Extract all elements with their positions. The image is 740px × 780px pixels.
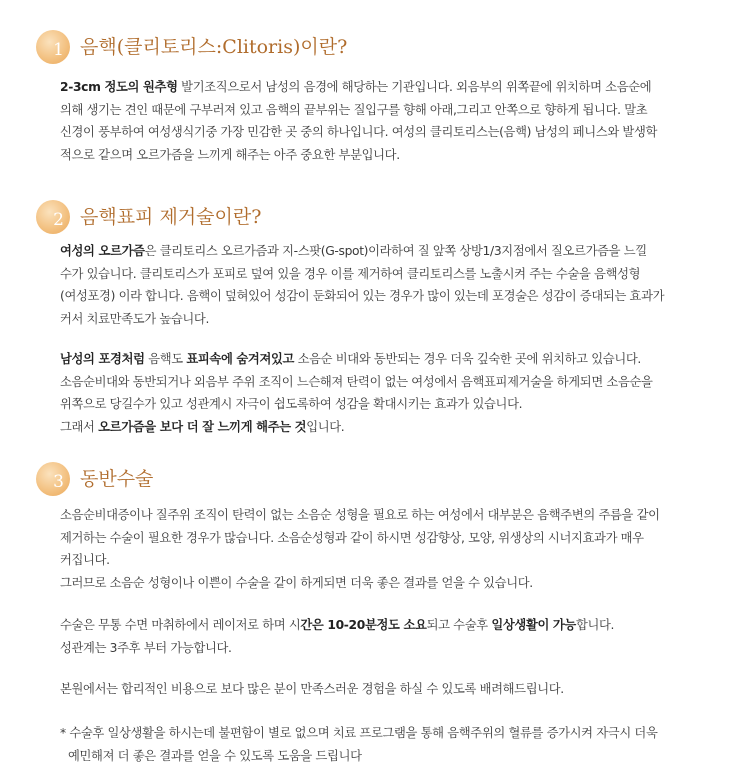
paragraph-line	[60, 240, 710, 263]
section-3-heading	[0, 458, 740, 498]
paragraph-line: 커집니다.	[60, 553, 110, 567]
emphasis-text: 간은 10-20분정도 소요	[300, 618, 427, 632]
section-title: 동반수술	[80, 468, 154, 490]
section-number-badge: 3	[36, 462, 70, 496]
paragraph-line: 수가 있습니다. 클리토리스가 포피로 덮여 있을 경우 이를 제거하여 클리토리스를 노출시켜 주는 수술을 음핵성형	[60, 266, 641, 281]
emphasis-text: 오르가즘을 보다 더 잘 느끼게 해주는 것	[98, 419, 307, 434]
section-2-heading	[0, 196, 740, 236]
paragraph-line	[60, 416, 710, 439]
note-line: 예민해져 더 좋은 결과를 얻을 수 있도록 도움을 드립니다	[68, 748, 362, 763]
paragraph-line: 커서 치료만족도가 높습니다.	[60, 311, 210, 326]
paragraph-line: 소음순비대와 동반되거나 외음부 주위 조직이 느슨해져 탄력이 없는 여성에서 음핵표피제거술을 하게되면 소음순을	[60, 374, 653, 389]
paragraph-line: 신경이 풍부하여 여성생식기중 가장 민감한 곳 중의 하나입니다. 여성의 클리토리스는(음핵) 남성의 페니스와 발생학	[60, 125, 658, 139]
emphasis-text: 표피속에 숨겨져있고	[186, 352, 295, 366]
section-1-heading	[0, 26, 740, 66]
paragraph-line	[60, 614, 710, 637]
paragraph-text: 은 클리토리스 오르가즘과 지-스팟(G-spot)이라하여 질 앞쪽 상방1/3지점에서 질오르가즘을 느낄	[144, 244, 647, 258]
section-3-paragraph-1	[60, 504, 710, 594]
section-2	[0, 196, 740, 236]
section-3	[0, 458, 740, 498]
paragraph-line: 성관계는 3주후 부터 가능합니다.	[60, 640, 232, 655]
paragraph-line: 위쪽으로 당길수가 있고 성관계시 자극이 쉽도록하여 성감을 확대시키는 효과가 있습니다.	[60, 397, 523, 411]
note-line: * 수술후 일상생활을 하시는데 불편함이 별로 없으며 치료 프로그램을 통해 음핵주위의 혈류를 증가시켜 자극시 더욱	[60, 726, 658, 740]
paragraph-line: 본원에서는 합리적인 비용으로 보다 많은 분이 만족스러운 경험을 하실 수 있도록 배려해드립니다.	[60, 682, 564, 696]
paragraph-text: 음핵도	[144, 352, 187, 366]
paragraph-line: 제거하는 수술이 필요한 경우가 많습니다. 소음순성형과 같이 하시면 성감향상, 모양, 위생상의 시너지효과가 매우	[60, 530, 644, 545]
section-1-paragraph	[60, 76, 710, 166]
paragraph-line: 적으로 같으며 오르가즘을 느끼게 해주는 아주 중요한 부분입니다.	[60, 147, 400, 162]
section-number-badge: 1	[36, 30, 70, 64]
emphasis-text: 여성의 오르가즘	[60, 244, 145, 258]
paragraph-text: 수술은 무통 수면 마취하에서 레이저로 하며 시	[60, 618, 301, 632]
section-title: 음핵(클리토리스:Clitoris)이란?	[80, 36, 348, 58]
paragraph-text: 합니다.	[575, 618, 615, 632]
emphasis-text: 남성의 포경처럼	[60, 352, 145, 366]
section-number-badge: 2	[36, 200, 70, 234]
section-title: 음핵표피 제거술이란?	[80, 206, 262, 228]
section-3-paragraph-2	[60, 614, 710, 659]
paragraph-text: 되고 수술후	[426, 618, 492, 632]
paragraph-text: 발기조직으로서 남성의 음경에 해당하는 기관입니다. 외음부의 위쪽끝에 위치하며 소음순에	[177, 80, 652, 94]
paragraph-line: 의해 생기는 견인 때문에 구부러져 있고 음핵의 끝부위는 질입구를 향해 아래,그리고 안쪽으로 향하게 됩니다. 말초	[60, 102, 648, 117]
emphasis-text: 일상생활이 가능	[491, 618, 576, 632]
section-2-paragraph-2	[60, 348, 710, 438]
paragraph-line: (여성포경) 이라 합니다. 음핵이 덮혀있어 성감이 둔화되어 있는 경우가 많이 있는데 포경술은 성감이 증대되는 효과가	[60, 289, 665, 303]
paragraph-text: 소음순 비대와 동반되는 경우 더욱 깊숙한 곳에 위치하고 있습니다.	[294, 352, 641, 366]
paragraph-line: 소음순비대증이나 질주위 조직이 탄력이 없는 소음순 성형을 필요로 하는 여성에서 대부분은 음핵주변의 주름을 같이	[60, 508, 660, 522]
paragraph-text: 그래서	[60, 419, 99, 434]
paragraph-text: 입니다.	[306, 419, 345, 434]
paragraph-line	[60, 348, 710, 371]
section-2-paragraph-1	[60, 240, 710, 330]
paragraph-line: 그러므로 소음순 성형이나 이쁜이 수술을 같이 하게되면 더욱 좋은 결과를 얻을 수 있습니다.	[60, 575, 533, 590]
section-3-note	[60, 722, 710, 767]
paragraph-line	[60, 76, 710, 99]
section-1	[0, 26, 740, 66]
emphasis-text: 2-3cm 정도의 원추형	[60, 80, 178, 94]
section-3-paragraph-3	[60, 678, 710, 701]
